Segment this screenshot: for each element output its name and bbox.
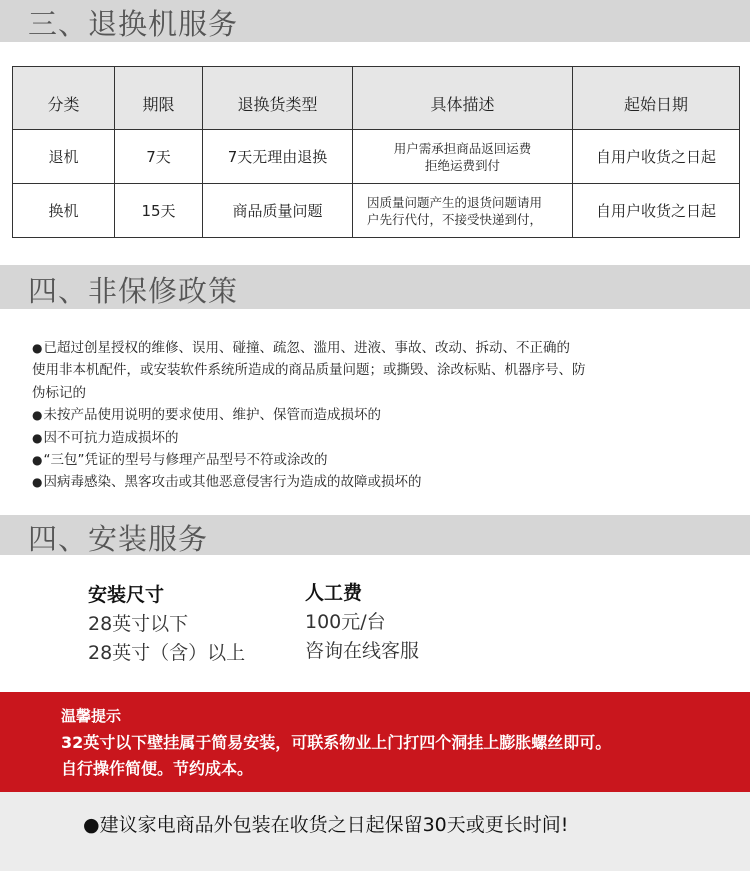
return-policy-table xyxy=(12,66,740,238)
list-item-continuation: 使用非本机配件，或安装软件系统所造成的商品质量问题；或撕毁、涂改标贴、机器序号、防 xyxy=(32,362,586,379)
category-cell: 换机 xyxy=(13,184,115,238)
install-size-value: 28英寸（含）以上 xyxy=(88,642,246,664)
section-title: 四、非保修政策 xyxy=(28,274,239,308)
bullet-icon: ● xyxy=(32,475,43,490)
bullet-icon: ● xyxy=(32,430,43,445)
description-line: 拒绝运费到付 xyxy=(424,157,500,173)
description-line: 用户需承担商品返回运费 xyxy=(393,140,532,156)
install-fee-header: 人工费 xyxy=(305,582,363,604)
table-header-row xyxy=(13,67,740,130)
table-row xyxy=(13,184,740,238)
description-cell xyxy=(353,130,573,184)
install-size-column xyxy=(88,580,245,668)
category-cell: 退机 xyxy=(13,130,115,184)
install-size-header: 安装尺寸 xyxy=(88,584,165,606)
start-date-cell: 自用户收货之日起 xyxy=(573,130,740,184)
list-item: ●未按产品使用说明的要求使用、维护、保管而造成损坏的 xyxy=(32,407,381,424)
description-line: 户先行代付，不接受快递到付， xyxy=(367,211,543,227)
footer-text: ●建议家电商品外包装在收货之日起保留30天或更长时间! xyxy=(83,814,569,836)
column-header: 起始日期 xyxy=(573,67,740,130)
section-header-non-warranty xyxy=(0,265,750,309)
column-header: 分类 xyxy=(13,67,115,130)
list-item: ●因病毒感染、黑客攻击或其他恶意侵害行为造成的故障或损坏的 xyxy=(32,474,422,491)
list-item: ●已超过创星授权的维修、误用、碰撞、疏忽、滥用、进液、事故、改动、拆动、不正确的 xyxy=(32,340,570,356)
notice-line: 自行操作简便。节约成本。 xyxy=(61,759,254,778)
install-fee-value: 100元/台 xyxy=(305,611,386,633)
non-warranty-list xyxy=(32,337,712,494)
section-title: 四、安装服务 xyxy=(28,522,209,556)
install-fee-value: 咨询在线客服 xyxy=(305,640,420,662)
bullet-icon: ● xyxy=(32,453,43,468)
period-cell: 15天 xyxy=(115,184,203,238)
bullet-icon: ● xyxy=(32,408,43,423)
list-item: ●因不可抗力造成损坏的 xyxy=(32,429,179,446)
install-fee-column xyxy=(305,578,419,666)
list-item-continuation: 伪标记的 xyxy=(32,384,86,401)
notice-line: 32英寸以下壁挂属于简易安装，可联系物业上门打四个洞挂上膨胀螺丝即可。 xyxy=(61,733,612,752)
description-line: 因质量问题产生的退货问题请用 xyxy=(367,194,543,210)
bullet-icon: ● xyxy=(32,341,43,355)
column-header: 期限 xyxy=(115,67,203,130)
start-date-cell: 自用户收货之日起 xyxy=(573,184,740,238)
footer-bar xyxy=(0,792,750,871)
section-header-install xyxy=(0,515,750,555)
notice-banner xyxy=(0,692,750,792)
type-cell: 7天无理由退换 xyxy=(203,130,353,184)
description-cell xyxy=(353,184,573,238)
section-header-return xyxy=(0,0,750,42)
column-header: 具体描述 xyxy=(353,67,573,130)
type-cell: 商品质量问题 xyxy=(203,184,353,238)
column-header: 退换货类型 xyxy=(203,67,353,130)
table-row xyxy=(13,130,740,184)
install-size-value: 28英寸以下 xyxy=(88,613,189,635)
list-item: ●“三包”凭证的型号与修理产品型号不符或涂改的 xyxy=(32,452,328,469)
notice-title: 温馨提示 xyxy=(61,707,122,725)
section-title: 三、退换机服务 xyxy=(28,7,239,41)
period-cell: 7天 xyxy=(115,130,203,184)
